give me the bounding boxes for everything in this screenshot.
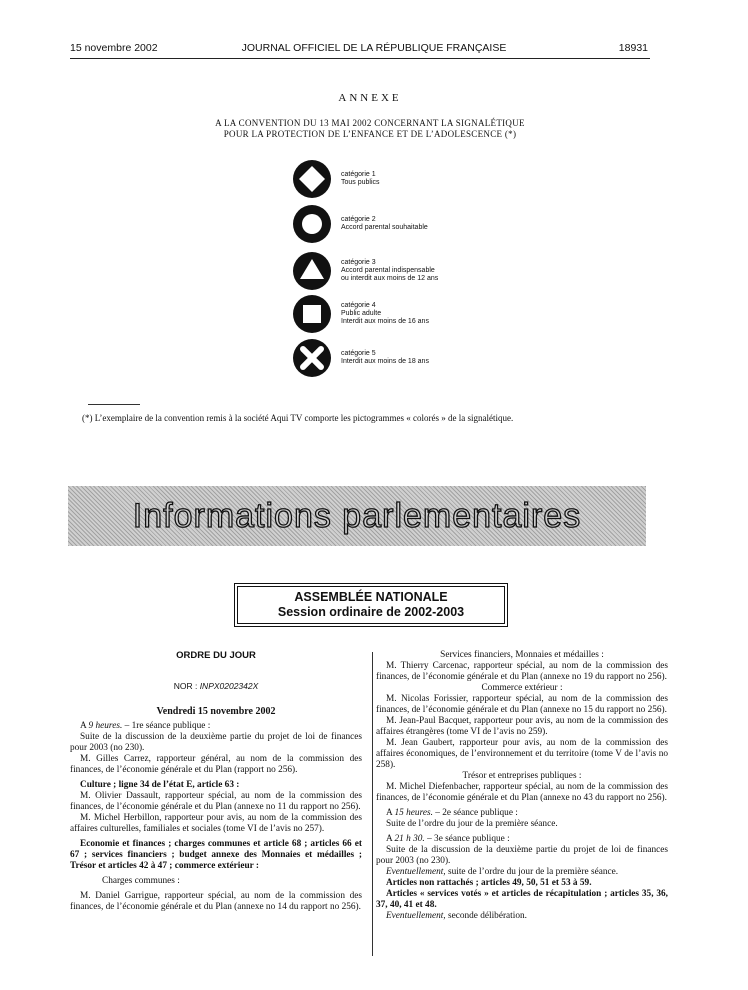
diamond-in-circle-icon — [292, 159, 332, 199]
category-1-label: catégorie 1 — [341, 170, 376, 178]
right-p15: Articles « services votés » et articles de récapitulation ; articles 35, 36, 37, 40, 41 et 48. — [376, 889, 668, 910]
category-2-desc: Accord parental souhaitable — [341, 224, 428, 231]
left-p7: Economie et finances ; charges communes et article 68 ; articles 66 et 67 ; services financiers ; budget annexe des Monnaies et médailles ; Trésor et articles 42 à 47 ; commerce extérieur : — [70, 839, 362, 871]
assembly-title: ASSEMBLÉE NATIONALE — [294, 590, 448, 604]
left-p1-rest: – 1re séance publique : — [124, 721, 211, 731]
annexe-title: ANNEXE — [338, 92, 402, 104]
right-p3: Commerce extérieur : — [481, 683, 563, 693]
page-number: 18931 — [618, 42, 648, 54]
right-p7: Trésor et entreprises publiques : — [462, 771, 582, 781]
category-3-desc: Accord parental indispensable — [341, 266, 435, 274]
right-p12: Suite de la discussion de la deuxième partie du projet de loi de finances pour 2003 (no 230). — [376, 845, 668, 866]
left-p2: Suite de la discussion de la deuxième partie du projet de loi de finances pour 2003 (no 230). — [70, 732, 362, 753]
category-4-desc-2: Interdit aux moins de 16 ans — [341, 318, 429, 326]
left-column — [70, 650, 362, 913]
right-p16-rest: seconde délibération. — [447, 911, 527, 921]
category-3-label: catégorie 3 — [341, 258, 376, 266]
category-1-text — [341, 171, 380, 188]
triangle-in-circle-icon — [292, 251, 332, 291]
left-p1 — [70, 721, 362, 732]
category-3 — [292, 250, 612, 292]
right-p13 — [376, 867, 668, 878]
category-3-text — [341, 259, 438, 284]
right-p6: M. Jean Gaubert, rapporteur pour avis, au nom de la commission des affaires économiques, de l’environnement et du territoire (tome V de l’avis no 258). — [376, 738, 668, 770]
category-1 — [292, 158, 612, 200]
agenda-date: Vendredi 15 novembre 2002 — [156, 706, 276, 717]
category-4-label: catégorie 4 — [341, 301, 376, 309]
category-2-text — [341, 216, 428, 233]
annexe-subtitle-line-1: A LA CONVENTION DU 13 MAI 2002 CONCERNANT LA SIGNALÉTIQUE — [215, 118, 525, 128]
assembly-box-inner — [237, 586, 505, 624]
category-5-desc: Interdit aux moins de 18 ans — [341, 358, 429, 365]
header-rule — [70, 58, 650, 59]
nor-reference — [70, 681, 362, 692]
right-p11 — [376, 834, 668, 845]
left-p9: M. Daniel Garrigue, rapporteur spécial, au nom de la commission des finances, de l’économie générale et du Plan (annexe no 14 du rapport no 256). — [70, 891, 362, 912]
right-p13-em: Eventuellement, — [386, 867, 446, 877]
right-p9-prefix: A — [386, 808, 393, 818]
right-p10: Suite de l’ordre du jour de la première séance. — [386, 819, 558, 829]
right-p11-rest: – 3e séance publique : — [427, 834, 510, 844]
right-column — [376, 650, 668, 922]
category-3-desc-2: ou interdit aux moins de 12 ans — [341, 275, 439, 283]
section-banner-title: Informations parlementaires — [132, 496, 582, 535]
right-p16-em: Eventuellement, — [386, 911, 446, 921]
right-p9 — [376, 808, 668, 819]
category-2 — [292, 203, 612, 245]
right-p9-rest: – 2e séance publique : — [435, 808, 518, 818]
category-4-text — [341, 302, 429, 327]
category-1-desc: Tous publics — [341, 179, 380, 186]
category-2-label: catégorie 2 — [341, 215, 376, 223]
left-p5: M. Olivier Dassault, rapporteur spécial, au nom de la commission des finances, de l’économie générale et du Plan (annexe no 11 du rapport no 256). — [70, 791, 362, 812]
right-p9-time: 15 heures. — [394, 808, 433, 818]
right-p11-time: 21 h 30. — [394, 834, 425, 844]
left-p4: Culture ; ligne 34 de l’état E, article 63 : — [80, 780, 240, 790]
assembly-box — [234, 583, 508, 627]
agenda-heading: ORDRE DU JOUR — [176, 650, 256, 661]
category-4 — [292, 293, 612, 335]
annexe-subtitle — [0, 118, 740, 140]
section-banner — [68, 486, 646, 546]
left-p3: M. Gilles Carrez, rapporteur général, au nom de la commission des finances, de l’économie générale et du Plan (rapport no 256). — [70, 754, 362, 775]
right-p4: M. Nicolas Forissier, rapporteur spécial, au nom de la commission des finances, de l’économie générale et du Plan (annexe no 15 du rapport no 256). — [376, 694, 668, 715]
column-divider — [372, 652, 373, 956]
nor-label: NOR : — [173, 681, 198, 691]
left-p1-prefix: A — [80, 721, 87, 731]
right-p1: Services financiers, Monnaies et médailles : — [440, 650, 604, 660]
square-in-circle-icon — [292, 294, 332, 334]
nor-code: INPX0202342X — [199, 681, 259, 691]
cross-in-circle-icon — [292, 338, 332, 378]
right-p14: Articles non rattachés ; articles 49, 50, 51 et 53 à 59. — [386, 878, 592, 888]
header-date: 15 novembre 2002 — [70, 42, 158, 54]
category-5-label: catégorie 5 — [341, 349, 376, 357]
left-p6: M. Michel Herbillon, rapporteur pour avis, au nom de la commission des affaires culturelles, familiales et sociales (tome VI de l’avis no 257). — [70, 813, 362, 834]
left-p1-time: 9 heures. — [88, 721, 123, 731]
left-p8: Charges communes : — [102, 876, 180, 886]
right-p16 — [376, 911, 668, 922]
category-5 — [292, 337, 612, 379]
footnote: (*) L’exemplaire de la convention remis à la société Aqui TV comporte les pictogrammes « colorés » de la signalétique. — [82, 413, 514, 423]
right-p8: M. Michel Diefenbacher, rapporteur spécial, au nom de la commission des finances, de l’économie générale et du Plan (annexe no 43 du rapport no 256). — [376, 782, 668, 803]
annexe-subtitle-line-2: POUR LA PROTECTION DE L’ENFANCE ET DE L’ADOLESCENCE (*) — [223, 129, 517, 139]
session-title: Session ordinaire de 2002-2003 — [277, 605, 465, 619]
journal-title: JOURNAL OFFICIEL DE LA RÉPUBLIQUE FRANÇAISE — [241, 42, 507, 54]
right-p11-prefix: A — [386, 834, 393, 844]
circle-in-circle-icon — [292, 204, 332, 244]
category-4-desc: Public adulte — [341, 309, 382, 317]
right-p5: M. Jean-Paul Bacquet, rapporteur pour avis, au nom de la commission des affaires étrangères (tome VI de l’avis no 259). — [376, 716, 668, 737]
category-5-text — [341, 350, 429, 367]
right-p2: M. Thierry Carcenac, rapporteur spécial, au nom de la commission des finances, de l’économie générale et du Plan (annexe no 19 du rapport no 256). — [376, 661, 668, 682]
footnote-rule — [88, 404, 140, 405]
right-p13-rest: suite de l’ordre du jour de la première séance. — [447, 867, 619, 877]
